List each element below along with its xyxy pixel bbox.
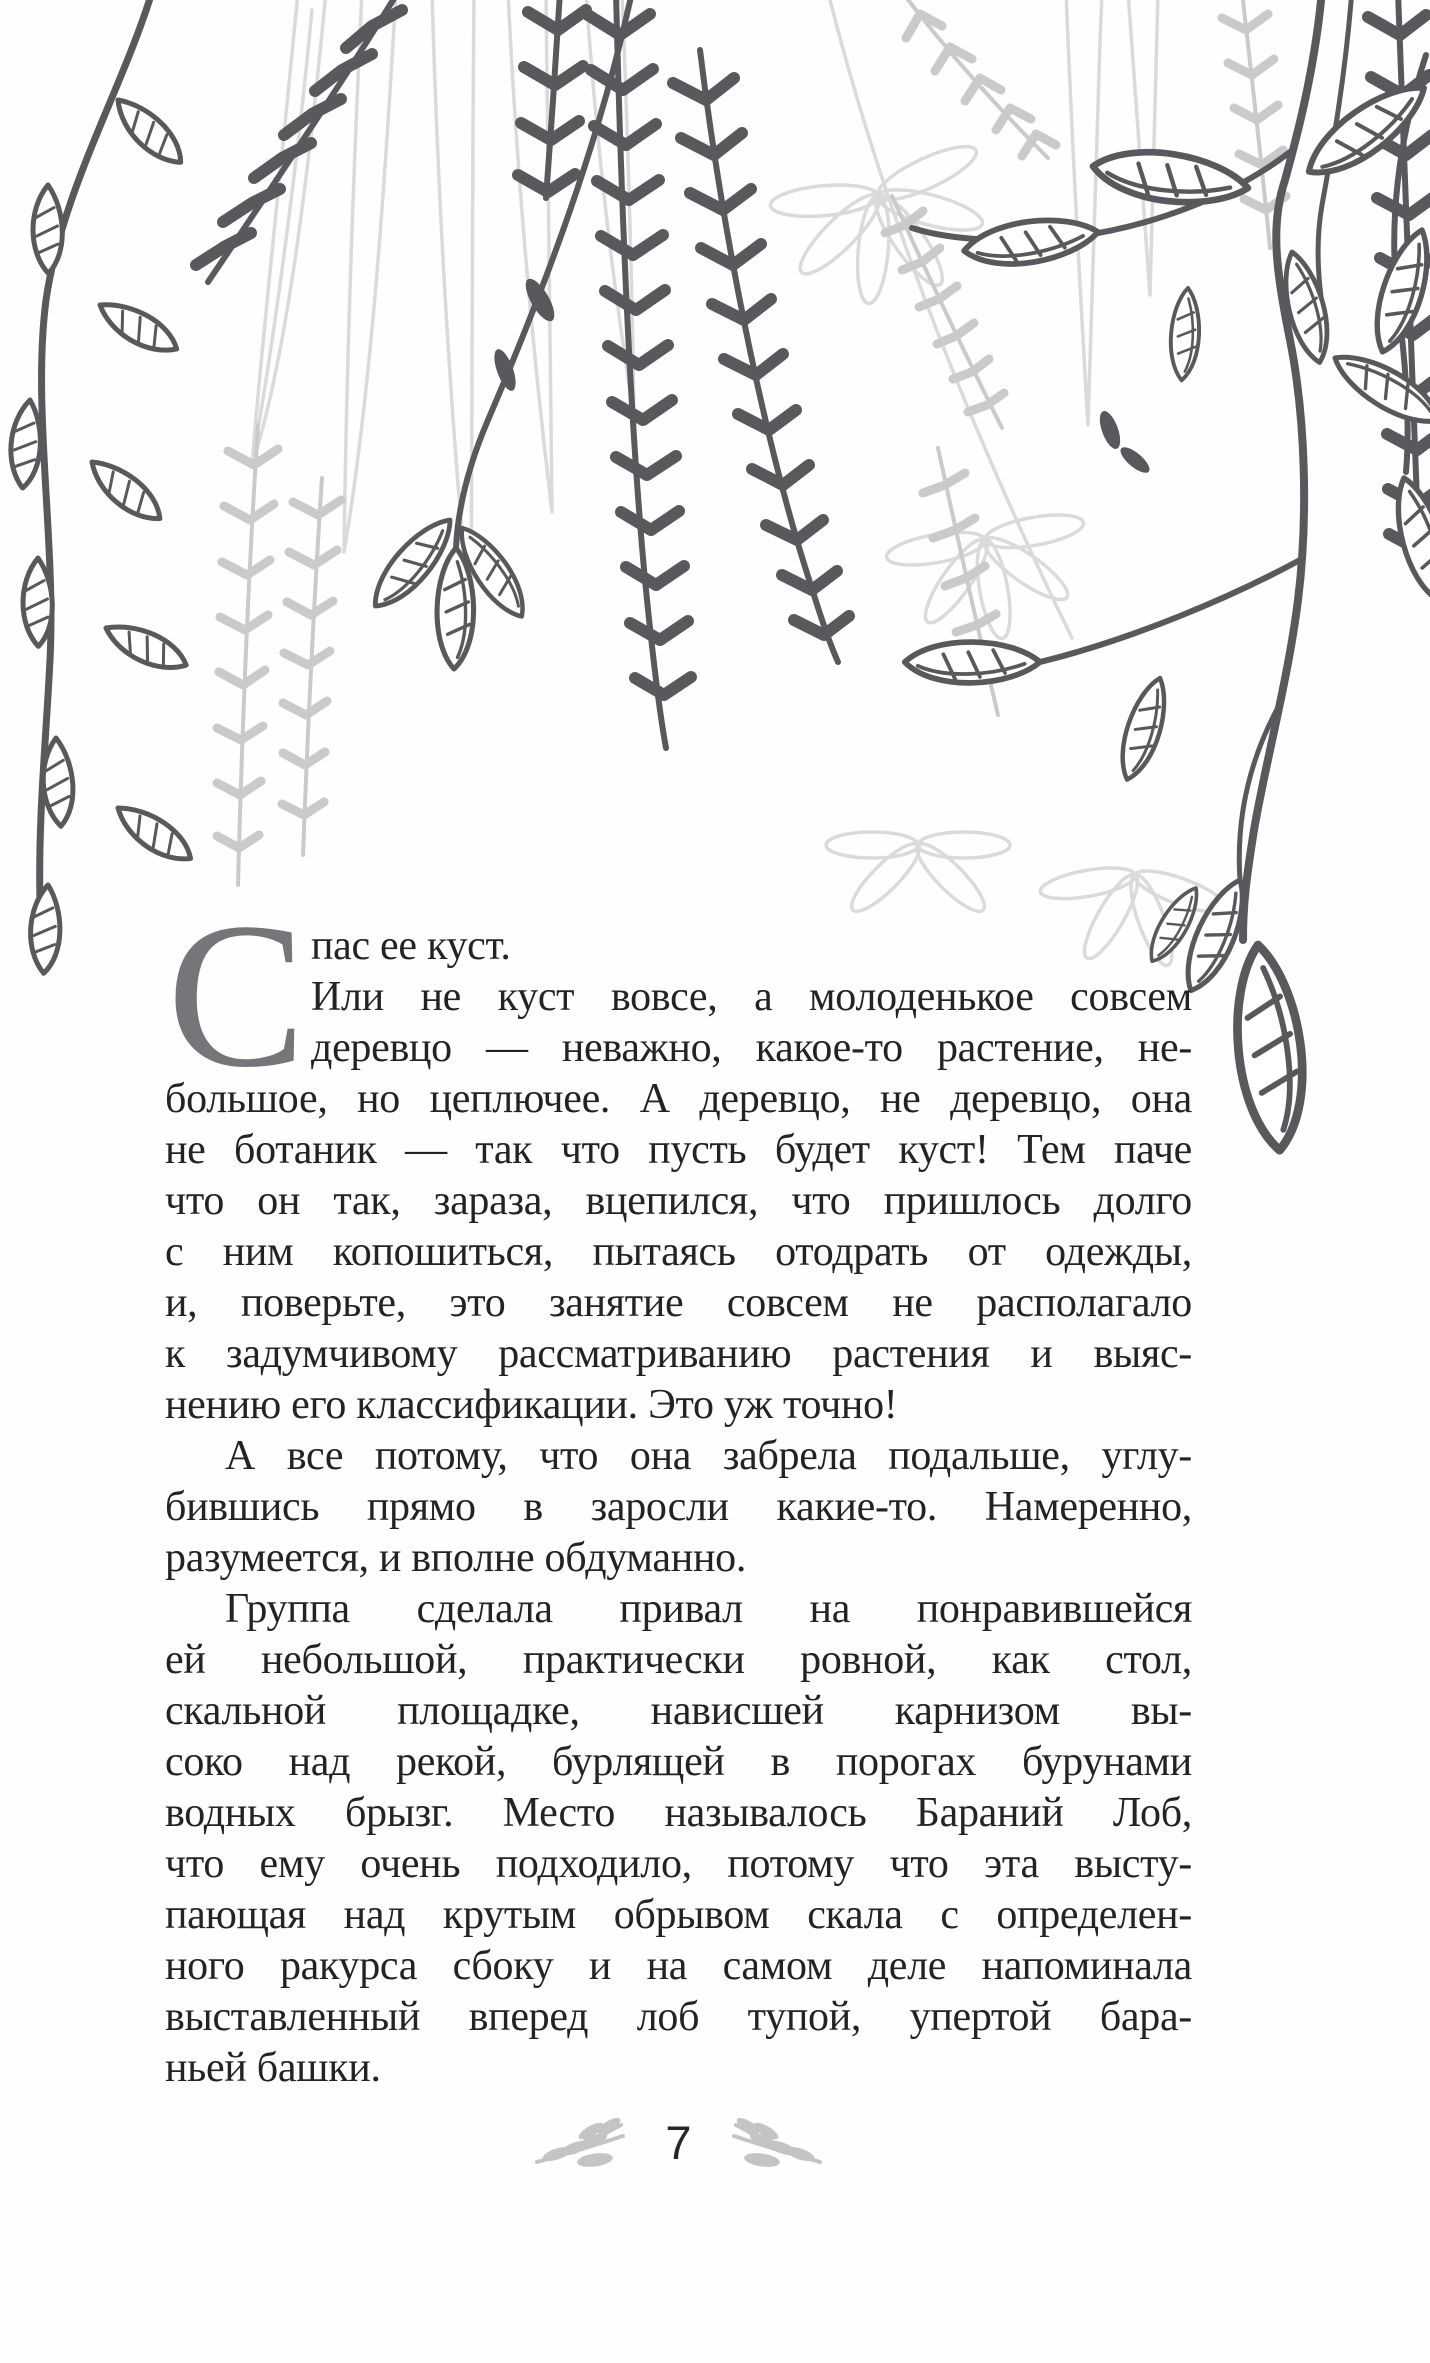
text-line: с ним копошиться, пытаясь отодрать от одежды, bbox=[165, 1229, 1192, 1275]
text-line: соко над рекой, бурлящей в порогах бурунами bbox=[165, 1739, 1192, 1785]
text-line: большое, но цеплючее. А деревцо, не деревцо, она bbox=[165, 1076, 1192, 1122]
drop-cap: С bbox=[167, 880, 306, 1110]
text-line: ей небольшой, практически ровной, как стол, bbox=[165, 1637, 1192, 1683]
text-line: Или не куст вовсе, а молоденькое совсем bbox=[311, 974, 1192, 1020]
text-line: пающая над крутым обрывом скала с определен- bbox=[165, 1892, 1192, 1938]
laurel-sprig-left-icon bbox=[533, 2118, 629, 2170]
text-line: разумеется, и вполне обдуманно. bbox=[165, 1535, 747, 1581]
text-line: ньей башки. bbox=[165, 2045, 381, 2091]
text-line: и, поверьте, это занятие совсем не располагало bbox=[165, 1280, 1192, 1326]
laurel-sprig-right-icon bbox=[728, 2118, 824, 2170]
text-line: к задумчивому рассматриванию растения и выяс- bbox=[165, 1331, 1192, 1377]
dark-leaf-cluster bbox=[360, 0, 632, 670]
text-line: выставленный вперед лоб тупой, упертой бара- bbox=[165, 1994, 1192, 2040]
page-footer bbox=[165, 2112, 1192, 2176]
text-line: деревцо — неважно, какое-то растение, не- bbox=[311, 1025, 1192, 1071]
text-line: пас ее куст. bbox=[311, 923, 511, 969]
text-line: не ботаник — так что пусть будет куст! Тем паче bbox=[165, 1127, 1192, 1173]
text-line: ного ракурса сбоку и на самом деле напоминала bbox=[165, 1943, 1192, 1989]
text-line: Группа сделала привал на понравившейся bbox=[225, 1586, 1192, 1632]
text-line: что он так, зараза, вцепился, что пришлось долго bbox=[165, 1178, 1192, 1224]
dark-left-branch bbox=[4, 0, 198, 975]
text-line: водных брызг. Место называлось Бараний Лоб, bbox=[165, 1790, 1192, 1836]
text-line: что ему очень подходило, потому что эта высту- bbox=[165, 1841, 1192, 1887]
page-text bbox=[165, 880, 1192, 2094]
text-line: скальной площадке, нависшей карнизом вы- bbox=[165, 1688, 1192, 1734]
text-line: бившись прямо в заросли какие-то. Намеренно, bbox=[165, 1484, 1192, 1530]
text-line: А все потому, что она забрела подальше, углу- bbox=[225, 1433, 1192, 1479]
page-number: 7 bbox=[665, 2115, 692, 2169]
text-line: нению его классификации. Это уж точно! bbox=[165, 1382, 898, 1428]
